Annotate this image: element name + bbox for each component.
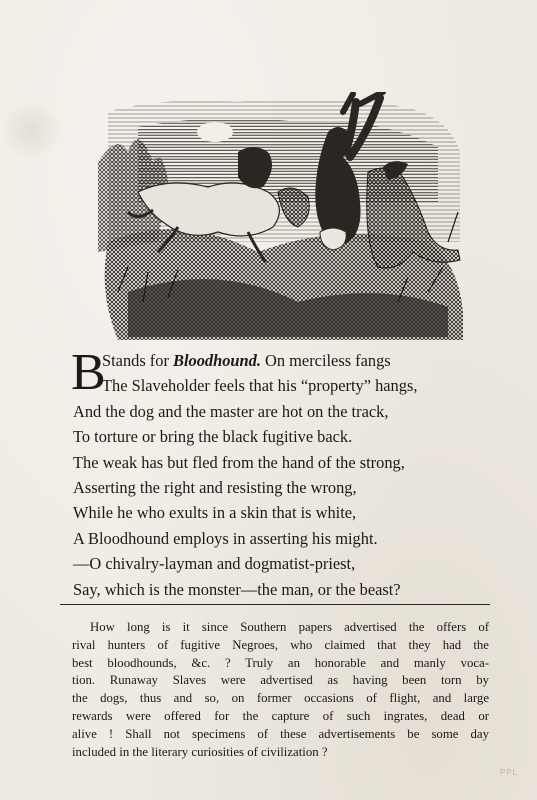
poem-line: —O chivalry-layman and dogmatist-priest, xyxy=(73,554,356,574)
poem-line-2: The Slaveholder feels that his “property” hangs, xyxy=(102,376,418,396)
poem-line: Say, which is the monster—the man, or the beast? xyxy=(73,579,401,599)
poem-line: Asserting the right and resisting the wrong, xyxy=(73,478,357,498)
drop-cap-letter: B xyxy=(71,344,106,401)
paper-stain xyxy=(4,95,59,165)
poem-keyword: Bloodhound. xyxy=(173,351,261,370)
poem-line: And the dog and the master are hot on the track, xyxy=(73,401,389,421)
commentary-line: tion. Runaway Slaves were advertised as having been torn by xyxy=(72,673,489,688)
poem-line: The weak has but fled from the hand of the strong, xyxy=(73,452,405,472)
commentary-line: alive ! Shall not specimens of these advertisements be some day xyxy=(72,726,489,741)
poem-line: A Bloodhound employs in asserting his might. xyxy=(73,528,378,548)
poem-line: To torture or bring the black fugitive back. xyxy=(73,427,353,447)
commentary-line: the dogs, thus and so, on former occasions of flight, and large xyxy=(72,691,489,706)
library-stamp: PPL xyxy=(500,768,519,777)
commentary-line: rewards were offered for the capture of such ingrates, dead or xyxy=(72,708,489,723)
commentary-line: How long is it since Southern papers advertised the offers of xyxy=(90,620,489,634)
poem-stanza xyxy=(71,344,493,602)
poem-line-1-text-a: Stands for xyxy=(102,351,174,370)
commentary-line: rival hunters of fugitive Negroes, who claimed that they had the xyxy=(72,637,489,652)
poem-line-1-text-b: On merciless fangs xyxy=(260,351,391,370)
poem-line: While he who exults in a skin that is white, xyxy=(73,503,357,523)
bloodhound-engraving xyxy=(98,92,468,340)
commentary-line: included in the literary curiosities of civilization ? xyxy=(72,744,328,759)
commentary-line: best bloodhounds, &c. ? Truly an honorable and manly voca- xyxy=(72,655,489,670)
commentary-paragraph xyxy=(72,619,489,761)
divider-rule xyxy=(60,604,490,605)
